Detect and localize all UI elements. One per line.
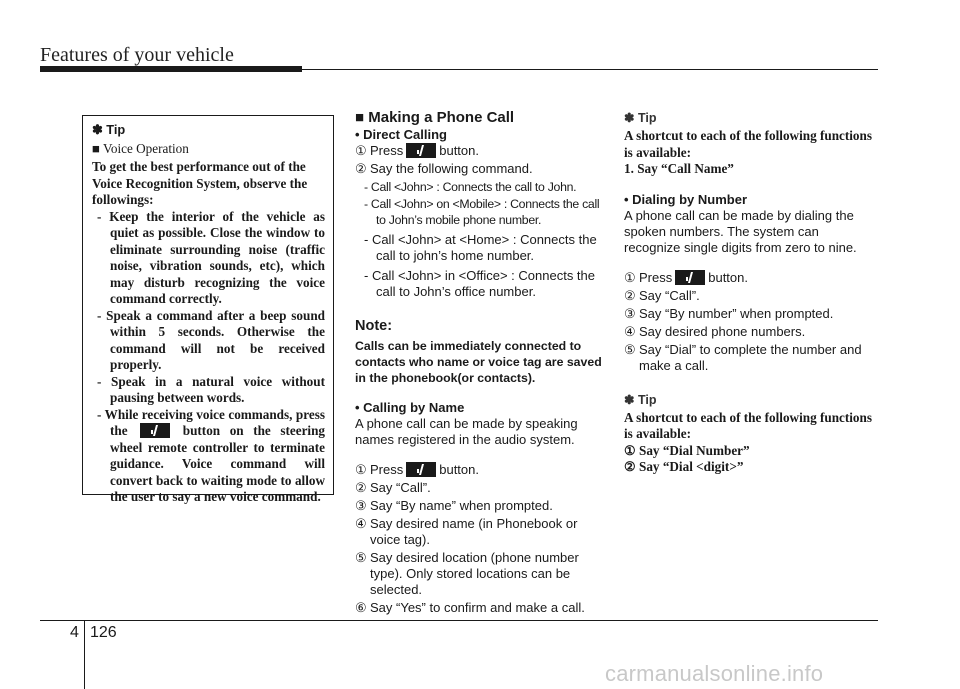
tip-item: - Speak in a natural voice without pausing between words. xyxy=(97,373,325,405)
tip-intro: A shortcut to each of the following functions is available: xyxy=(624,128,872,160)
direct-step-2 xyxy=(355,161,605,177)
step-number: ② xyxy=(624,287,636,303)
step-text-before: Press xyxy=(639,269,673,285)
tip-item-last-before: - While receiving voice commands, press the xyxy=(97,406,325,438)
tip-item xyxy=(624,443,874,460)
step-number: ⑤ xyxy=(624,341,636,357)
tip-item-last xyxy=(92,407,325,506)
header-rule-thick xyxy=(40,66,302,72)
footer-divider xyxy=(84,620,85,689)
number-step xyxy=(624,306,874,322)
name-step xyxy=(355,498,605,514)
command-example: - Call <John> on <Mobile> : Connects the call to John’s mobile phone number. xyxy=(364,197,600,227)
tip-item-text: Say “Dial Number” xyxy=(639,442,750,458)
step-text: Say desired name (in Phonebook or voice tag). xyxy=(370,516,578,547)
step-text: Say “Yes” to confirm and make a call. xyxy=(370,600,585,615)
step-number: ① xyxy=(624,269,636,285)
dialing-by-number-label: • Dialing by Number xyxy=(624,191,748,207)
tip-label: ✽ Tip xyxy=(624,392,657,407)
note-body: Calls can be immediately connected to contacts who name or voice tag are saved in the phonebook(or contacts). xyxy=(355,339,602,385)
step-text: Say “By number” when prompted. xyxy=(639,305,834,321)
voice-talk-icon xyxy=(406,143,436,158)
step-number: ① xyxy=(355,462,367,477)
command-example: - Call <John> at <Home> : Connects the call to john’s home number. xyxy=(364,232,597,263)
chapter-number: 4 xyxy=(70,624,79,641)
voice-talk-icon xyxy=(140,423,170,438)
step-number: ① xyxy=(355,143,367,158)
tip-item: 1. Say “Call Name” xyxy=(624,161,734,176)
tip-intro: To get the best performance out of the Voice Recognition System, observe the followings: xyxy=(92,159,308,207)
step-number: ③ xyxy=(624,305,636,321)
page-header-title: Features of your vehicle xyxy=(40,44,234,66)
step-text: Say the following command. xyxy=(370,161,533,176)
name-step xyxy=(355,600,605,616)
step-number: ③ xyxy=(355,498,367,513)
step-text: Say “Dial” to complete the number and make a call. xyxy=(639,341,862,373)
tip-item: - Keep the interior of the vehicle as quiet as possible. Close the window to eliminate surrounding noise (traffic noise, vibration sounds, etc), which may disturb recognizing the voice command correctly. xyxy=(97,208,325,306)
step-text: Say “By name” when prompted. xyxy=(370,498,553,513)
footer-rule xyxy=(40,620,878,621)
step-number: ② xyxy=(355,161,367,176)
header-rule-thin xyxy=(302,69,878,70)
step-text-after: button. xyxy=(439,143,479,158)
note-heading: Note: xyxy=(355,318,393,334)
tip-label: ✽ Tip xyxy=(624,111,657,125)
tip-item-number: ② xyxy=(624,459,636,474)
name-step xyxy=(355,516,605,548)
tip-item xyxy=(624,459,874,476)
tip-item-number: ① xyxy=(624,442,636,458)
command-example: - Call <John> in <Office> : Connects the call to John’s office number. xyxy=(364,268,596,299)
tip-heading: ✽ Tip xyxy=(92,122,126,137)
step-text: Say desired location (phone number type). Only stored locations can be selected. xyxy=(370,550,579,597)
step-text-before: Press xyxy=(370,462,404,477)
command-example: - Call <John> : Connects the call to John. xyxy=(364,180,577,194)
step-number: ⑥ xyxy=(355,600,367,615)
watermark: carmanualsonline.info xyxy=(605,661,824,686)
direct-calling-label: • Direct Calling xyxy=(355,127,447,142)
tip-item: - Speak a command after a beep sound within 5 seconds. Otherwise the command will not be received properly. xyxy=(97,307,325,372)
name-step xyxy=(355,550,605,598)
name-step-1 xyxy=(355,462,605,478)
voice-talk-icon xyxy=(675,270,705,285)
tip-item-text: Say “Dial <digit>” xyxy=(639,459,744,474)
voice-operation-tip-box xyxy=(82,115,334,504)
step-number: ④ xyxy=(624,323,636,339)
direct-step-1 xyxy=(355,143,605,159)
dialing-column xyxy=(624,110,874,476)
number-step-1 xyxy=(624,270,874,286)
step-text: Say desired phone numbers. xyxy=(639,323,806,339)
making-phone-call-column xyxy=(355,110,605,618)
step-text: Say “Call”. xyxy=(639,287,700,303)
step-text-after: button. xyxy=(439,462,479,477)
tip-item-last-after: button on the steering wheel remote controller to terminate guidance. Voice command will convert back to waiting mode to allow the user to say a new voice command. xyxy=(110,423,326,504)
step-number: ④ xyxy=(355,516,367,531)
tip-subheading: ■ Voice Operation xyxy=(92,140,189,156)
voice-talk-icon xyxy=(406,462,436,477)
step-text: Say “Call”. xyxy=(370,480,431,495)
name-step xyxy=(355,480,605,496)
number-step xyxy=(624,288,874,304)
step-text-before: Press xyxy=(370,143,404,158)
page-number: 126 xyxy=(90,624,117,641)
dialing-by-number-description: A phone call can be made by dialing the spoken numbers. The system can recognize single digits from zero to nine. xyxy=(624,207,857,255)
section-title: ■ Making a Phone Call xyxy=(355,109,515,126)
calling-by-name-label: • Calling by Name xyxy=(355,400,465,415)
number-step xyxy=(624,342,874,374)
tip-intro: A shortcut to each of the following functions is available: xyxy=(624,409,872,441)
number-step xyxy=(624,324,874,340)
step-text-after: button. xyxy=(708,269,748,285)
calling-by-name-description: A phone call can be made by speaking names registered in the audio system. xyxy=(355,416,578,447)
step-number: ⑤ xyxy=(355,550,367,565)
step-number: ② xyxy=(355,480,367,495)
